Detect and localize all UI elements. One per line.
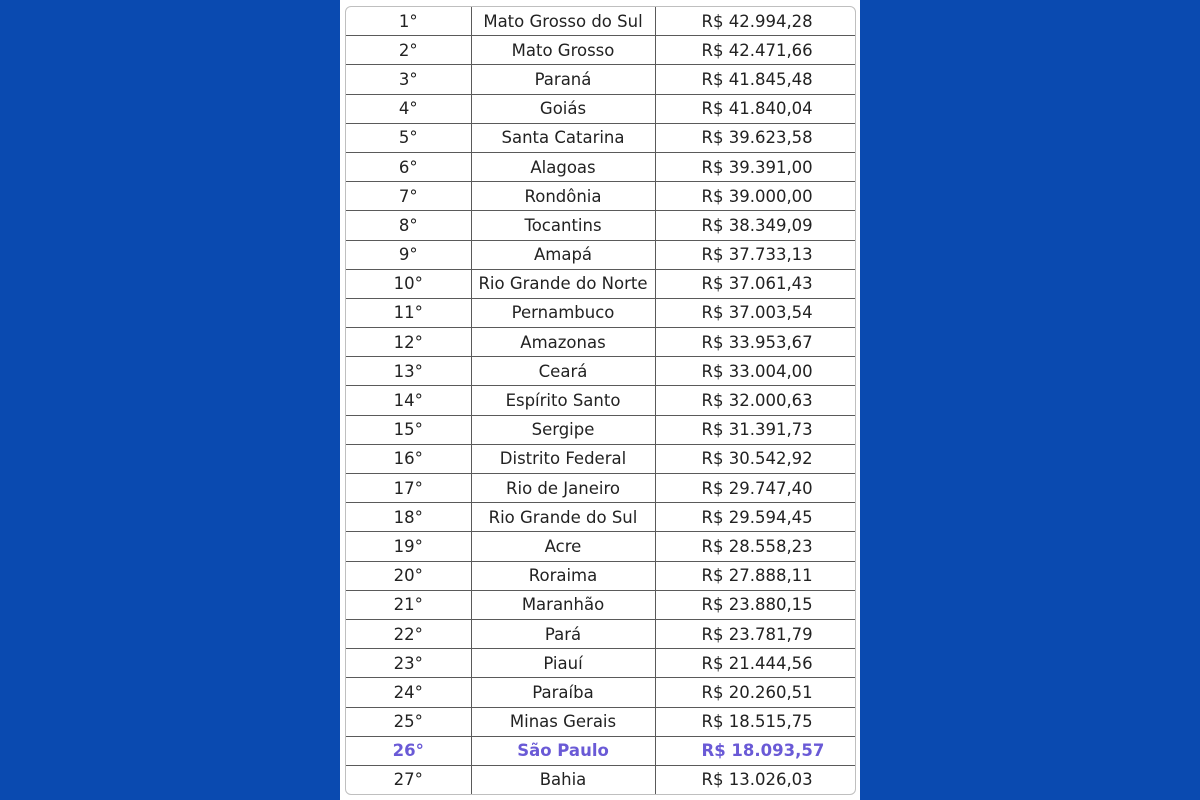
value-cell: R$ 29.594,45 — [655, 503, 855, 532]
value-cell: R$ 39.000,00 — [655, 182, 855, 211]
state-cell: Distrito Federal — [471, 444, 655, 473]
state-cell: Paraná — [471, 65, 655, 94]
document-page — [340, 0, 860, 800]
rank-cell: 10° — [346, 269, 471, 298]
ranking-table — [346, 7, 855, 794]
value-cell: R$ 33.004,00 — [655, 357, 855, 386]
table-row — [346, 94, 855, 123]
rank-cell: 17° — [346, 474, 471, 503]
table-row — [346, 240, 855, 269]
rank-cell: 13° — [346, 357, 471, 386]
rank-cell: 25° — [346, 707, 471, 736]
rank-cell: 1° — [346, 7, 471, 36]
table-row — [346, 36, 855, 65]
rank-cell: 21° — [346, 590, 471, 619]
state-cell: São Paulo — [471, 736, 655, 765]
rank-cell: 16° — [346, 444, 471, 473]
value-cell: R$ 30.542,92 — [655, 444, 855, 473]
table-row — [346, 182, 855, 211]
value-cell: R$ 37.061,43 — [655, 269, 855, 298]
rank-cell: 24° — [346, 678, 471, 707]
table-row — [346, 269, 855, 298]
value-cell: R$ 13.026,03 — [655, 765, 855, 794]
state-cell: Mato Grosso do Sul — [471, 7, 655, 36]
rank-cell: 8° — [346, 211, 471, 240]
state-cell: Minas Gerais — [471, 707, 655, 736]
state-cell: Tocantins — [471, 211, 655, 240]
table-row — [346, 736, 855, 765]
state-cell: Acre — [471, 532, 655, 561]
state-cell: Amapá — [471, 240, 655, 269]
ranking-table-container — [345, 6, 856, 795]
value-cell: R$ 37.003,54 — [655, 298, 855, 327]
table-row — [346, 765, 855, 794]
value-cell: R$ 41.845,48 — [655, 65, 855, 94]
value-cell: R$ 33.953,67 — [655, 328, 855, 357]
table-row — [346, 298, 855, 327]
state-cell: Rio Grande do Sul — [471, 503, 655, 532]
value-cell: R$ 41.840,04 — [655, 94, 855, 123]
value-cell: R$ 27.888,11 — [655, 561, 855, 590]
table-row — [346, 357, 855, 386]
value-cell: R$ 29.747,40 — [655, 474, 855, 503]
rank-cell: 6° — [346, 152, 471, 181]
value-cell: R$ 21.444,56 — [655, 649, 855, 678]
state-cell: Santa Catarina — [471, 123, 655, 152]
table-row — [346, 65, 855, 94]
state-cell: Pernambuco — [471, 298, 655, 327]
rank-cell: 7° — [346, 182, 471, 211]
table-row — [346, 503, 855, 532]
rank-cell: 3° — [346, 65, 471, 94]
table-row — [346, 386, 855, 415]
table-row — [346, 678, 855, 707]
rank-cell: 19° — [346, 532, 471, 561]
value-cell: R$ 31.391,73 — [655, 415, 855, 444]
table-row — [346, 328, 855, 357]
table-row — [346, 561, 855, 590]
value-cell: R$ 28.558,23 — [655, 532, 855, 561]
rank-cell: 9° — [346, 240, 471, 269]
table-row — [346, 123, 855, 152]
table-row — [346, 532, 855, 561]
table-row — [346, 7, 855, 36]
state-cell: Piauí — [471, 649, 655, 678]
state-cell: Maranhão — [471, 590, 655, 619]
rank-cell: 2° — [346, 36, 471, 65]
value-cell: R$ 23.781,79 — [655, 619, 855, 648]
value-cell: R$ 23.880,15 — [655, 590, 855, 619]
rank-cell: 14° — [346, 386, 471, 415]
rank-cell: 22° — [346, 619, 471, 648]
value-cell: R$ 18.093,57 — [655, 736, 855, 765]
value-cell: R$ 37.733,13 — [655, 240, 855, 269]
value-cell: R$ 20.260,51 — [655, 678, 855, 707]
table-row — [346, 649, 855, 678]
state-cell: Pará — [471, 619, 655, 648]
rank-cell: 23° — [346, 649, 471, 678]
value-cell: R$ 38.349,09 — [655, 211, 855, 240]
state-cell: Goiás — [471, 94, 655, 123]
table-row — [346, 474, 855, 503]
value-cell: R$ 18.515,75 — [655, 707, 855, 736]
state-cell: Espírito Santo — [471, 386, 655, 415]
state-cell: Bahia — [471, 765, 655, 794]
value-cell: R$ 39.623,58 — [655, 123, 855, 152]
state-cell: Rio Grande do Norte — [471, 269, 655, 298]
rank-cell: 15° — [346, 415, 471, 444]
ranking-table-body — [346, 7, 855, 794]
table-row — [346, 152, 855, 181]
rank-cell: 11° — [346, 298, 471, 327]
rank-cell: 5° — [346, 123, 471, 152]
rank-cell: 20° — [346, 561, 471, 590]
rank-cell: 4° — [346, 94, 471, 123]
table-row — [346, 211, 855, 240]
state-cell: Paraíba — [471, 678, 655, 707]
table-row — [346, 444, 855, 473]
table-row — [346, 415, 855, 444]
rank-cell: 12° — [346, 328, 471, 357]
state-cell: Sergipe — [471, 415, 655, 444]
table-row — [346, 590, 855, 619]
rank-cell: 26° — [346, 736, 471, 765]
state-cell: Amazonas — [471, 328, 655, 357]
rank-cell: 18° — [346, 503, 471, 532]
table-row — [346, 619, 855, 648]
state-cell: Ceará — [471, 357, 655, 386]
rank-cell: 27° — [346, 765, 471, 794]
value-cell: R$ 32.000,63 — [655, 386, 855, 415]
state-cell: Rio de Janeiro — [471, 474, 655, 503]
state-cell: Rondônia — [471, 182, 655, 211]
value-cell: R$ 39.391,00 — [655, 152, 855, 181]
state-cell: Alagoas — [471, 152, 655, 181]
value-cell: R$ 42.994,28 — [655, 7, 855, 36]
table-row — [346, 707, 855, 736]
state-cell: Roraima — [471, 561, 655, 590]
state-cell: Mato Grosso — [471, 36, 655, 65]
value-cell: R$ 42.471,66 — [655, 36, 855, 65]
